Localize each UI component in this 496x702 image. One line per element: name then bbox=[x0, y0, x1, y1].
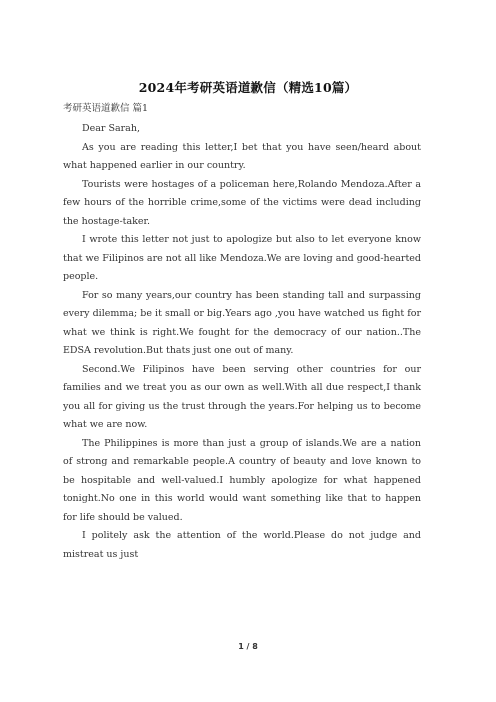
letter-paragraph: I wrote this letter not just to apologize but also to let everyone know that we Filipinos are not all like Mendoza.We are loving and good-hearted people. bbox=[63, 234, 421, 282]
letter-paragraph: Second.We Filipinos have been serving other countries for our families and we treat you as our own as well.With all due respect,I thank you all for giving us the trust through the years.For helping us to become what we are now. bbox=[63, 363, 421, 430]
letter-paragraph: For so many years,our country has been standing tall and surpassing every dilemma; be it small or big.Years ago ,you have watched us fight for what we think is right.We fought for the democracy of our nation..The EDSA revolution.But thats just one out of many. bbox=[63, 289, 421, 356]
letter-paragraph: Dear Sarah, bbox=[82, 123, 140, 134]
letter-paragraph: The Philippines is more than just a group of islands.We are a nation of strong and remarkable people.A country of beauty and love known to be hospitable and well-valued.I humbly apologize for what happened tonight.No one in this world would want something like that to happen for life should be valued. bbox=[63, 437, 421, 523]
letter-body bbox=[63, 120, 421, 564]
letter-paragraph: Tourists were hostages of a policeman here,Rolando Mendoza.After a few hours of the horrible crime,some of the victims were dead including the hostage-taker. bbox=[63, 178, 421, 227]
letter-paragraph: I politely ask the attention of the world.Please do not judge and mistreat us just bbox=[63, 530, 421, 560]
document-title: 2024年考研英语道歉信（精选10篇） bbox=[138, 80, 358, 95]
letter-paragraph: As you are reading this letter,I bet that you have seen/heard about what happened earlier in our country. bbox=[63, 141, 421, 171]
document-subtitle: 考研英语道歉信 篇1 bbox=[63, 103, 149, 114]
page-number: 1 / 8 bbox=[238, 642, 258, 651]
